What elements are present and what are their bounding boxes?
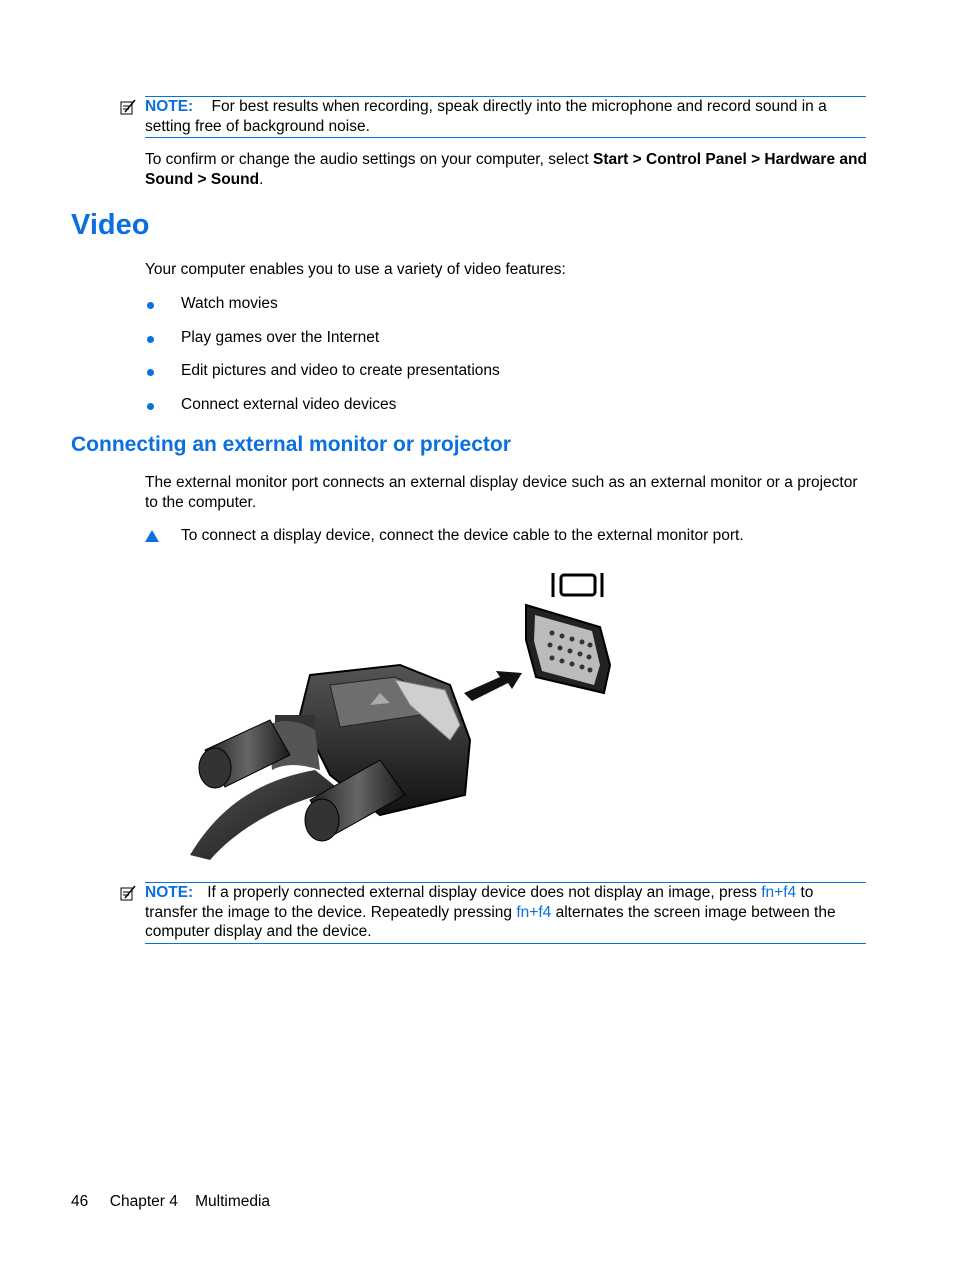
section-title-video: Video <box>71 209 150 241</box>
list-item-text: Watch movies <box>181 295 278 312</box>
list-item-text: Edit pictures and video to create presentations <box>181 362 500 379</box>
keyboard-shortcut-link[interactable]: fn+f4 <box>761 884 797 901</box>
note-text: For best results when recording, speak directly into the microphone and record sound in a setting free of background noise. <box>145 98 827 135</box>
note-box-recording <box>145 96 866 138</box>
vga-port <box>526 605 610 693</box>
bullet-dot-icon <box>147 369 154 376</box>
bullet-dot-icon <box>147 336 154 343</box>
external-monitor-port-icon <box>553 573 602 597</box>
note-pencil-icon <box>120 99 136 115</box>
footer-chapter: Chapter 4 <box>109 1193 178 1210</box>
vga-connector-illustration <box>180 565 620 865</box>
note-box-display <box>145 882 866 944</box>
audio-settings-prefix: To confirm or change the audio settings on your computer, select <box>145 151 594 168</box>
step-text: To connect a display device, connect the device cable to the external monitor port. <box>181 527 744 544</box>
bullet-dot-icon <box>147 302 154 309</box>
note-text-part3: alternates the screen image between the computer display and the device. <box>145 903 836 940</box>
note-text-part2: to transfer the image to the device. Repeatedly pressing <box>145 884 814 921</box>
note-label: NOTE: <box>145 884 194 901</box>
audio-settings-suffix: . <box>259 170 264 188</box>
step-triangle-icon <box>145 530 159 542</box>
note-text-part1: If a properly connected external display device does not display an image, press <box>207 884 762 901</box>
note-label: NOTE: <box>145 98 194 115</box>
step-item <box>145 526 865 546</box>
list-item-text: Connect external video devices <box>181 396 397 413</box>
audio-settings-paragraph <box>145 150 870 189</box>
external-monitor-paragraph: The external monitor port connects an external display device such as an external monitor or a projector to the computer. <box>145 474 858 511</box>
section-title-external-monitor: Connecting an external monitor or projector <box>71 433 511 456</box>
keyboard-shortcut-link[interactable]: fn+f4 <box>516 903 552 921</box>
thumbscrew-left <box>199 720 290 788</box>
note-pencil-icon <box>120 885 136 901</box>
page-footer <box>71 1193 270 1211</box>
list-item-text: Play games over the Internet <box>181 329 380 346</box>
video-intro: Your computer enables you to use a variety of video features: <box>145 261 566 278</box>
footer-chapter-title: Multimedia <box>195 1193 271 1210</box>
insert-arrow-icon <box>464 671 522 701</box>
audio-settings-path: Start > Control Panel > Hardware and Sound > Sound <box>145 151 867 188</box>
page-number: 46 <box>71 1193 89 1210</box>
bullet-dot-icon <box>147 403 154 410</box>
